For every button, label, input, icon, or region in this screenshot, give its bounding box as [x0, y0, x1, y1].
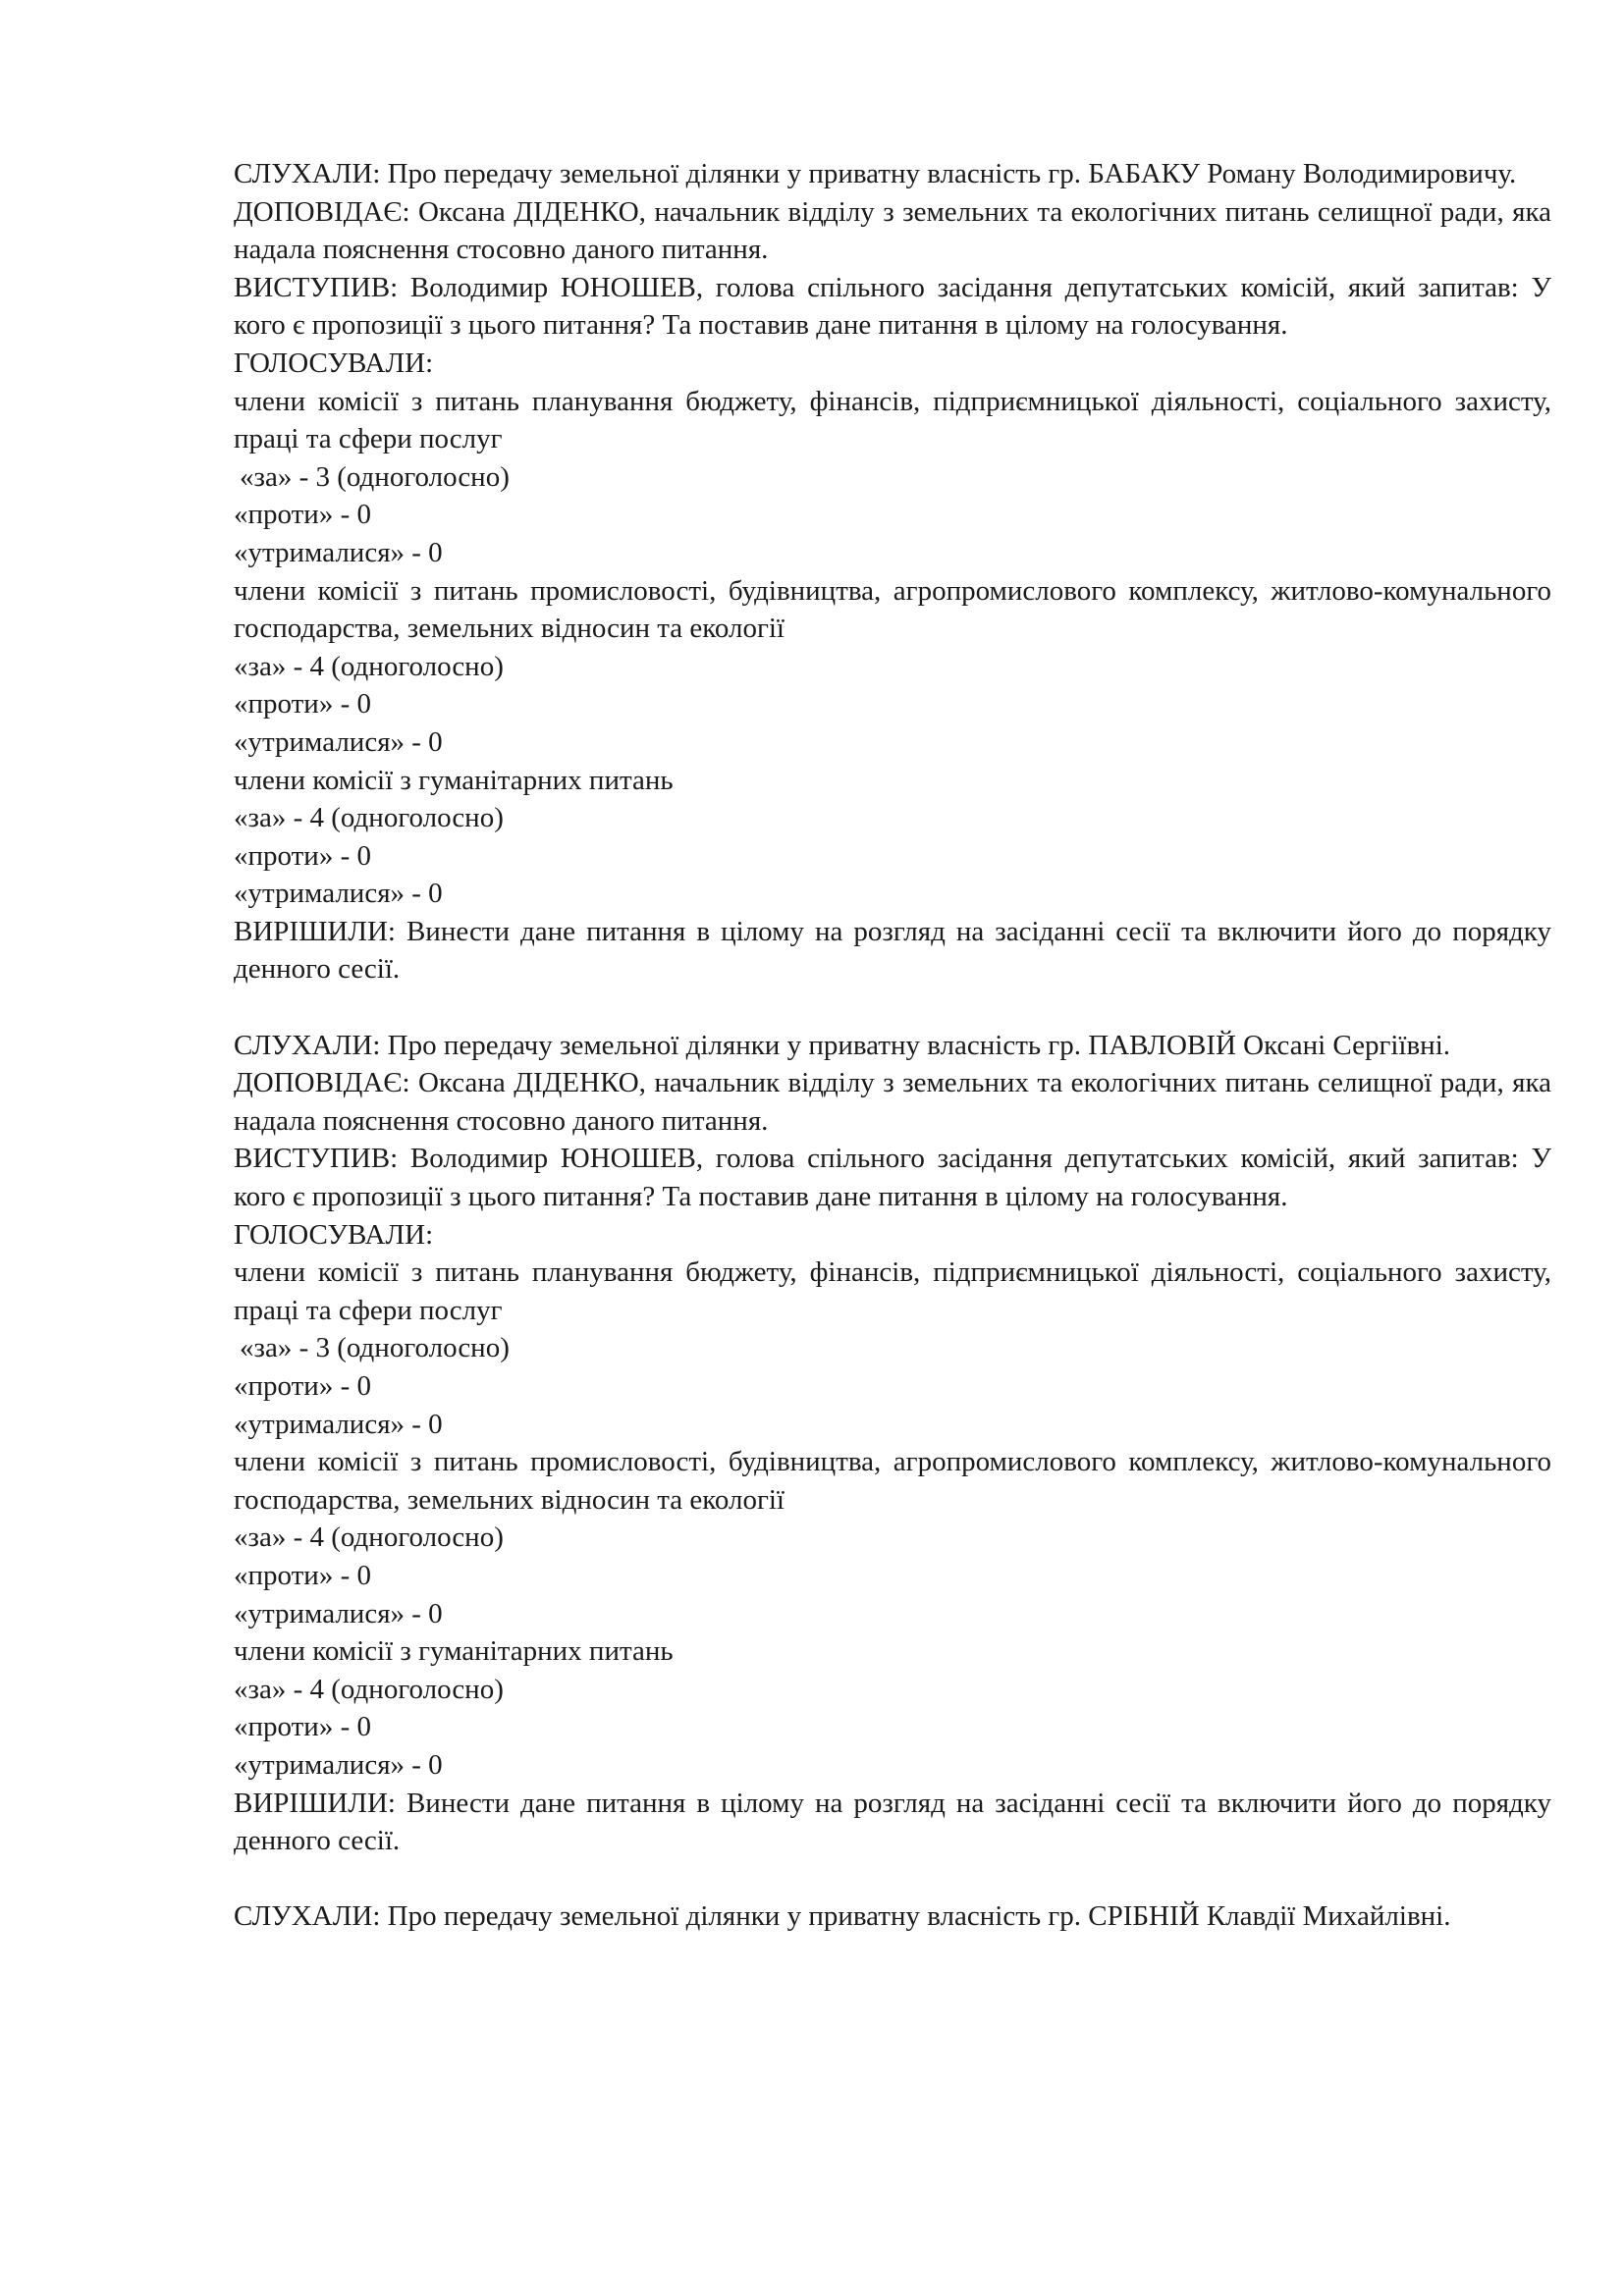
vote-for: «за» - 3 (одноголосно): [240, 1332, 510, 1364]
vote-against: «проти» - 0: [234, 1711, 371, 1743]
vote-abstained: «утрималися» - 0: [234, 725, 443, 758]
vote-abstained: «утрималися» - 0: [234, 1408, 443, 1440]
vote-against: «проти» - 0: [234, 499, 371, 531]
committee-name: члени комісії з питань промисловості, будівництва, агропромислового комплексу, житлово-комунального господарства, земельних відносин та екології: [234, 1446, 1551, 1516]
decided-paragraph: ВИРІШИЛИ: Винести дане питання в цілому на розгляд на засіданні сесії та включити його до порядку денного сесії.: [234, 915, 1551, 986]
vote-for: «за» - 4 (одноголосно): [234, 1673, 504, 1705]
committee-name: члени комісії з питань планування бюджету, фінансів, підприємницької діяльності, соціального захисту, праці та сфери послуг: [234, 385, 1551, 455]
vote-abstained: «утрималися» - 0: [234, 536, 443, 568]
vote-against: «проти» - 0: [234, 688, 371, 721]
committee-name: члени комісії з гуманітарних питань: [234, 1635, 674, 1668]
committee-name: члени комісії з питань планування бюджету, фінансів, підприємницької діяльності, соціального захисту, праці та сфери послуг: [234, 1256, 1551, 1326]
heard-paragraph: СЛУХАЛИ: Про передачу земельної ділянки у приватну власність гр. БАБАКУ Роману Володимировичу.: [234, 158, 1517, 189]
vote-abstained: «утрималися» - 0: [234, 878, 443, 910]
agenda-section-3: [234, 1897, 1551, 1936]
paragraph-spacer: [234, 1860, 1551, 1898]
vote-for: «за» - 3 (одноголосно): [240, 460, 510, 493]
paragraph-spacer: [234, 988, 1551, 1027]
committee-name: члени комісії з питань промисловості, будівництва, агропромислового комплексу, житлово-комунального господарства, земельних відносин та екології: [234, 574, 1551, 645]
heard-paragraph: СЛУХАЛИ: Про передачу земельної ділянки у приватну власність гр. СРІБНІЙ Клавдії Михайлівні.: [234, 1900, 1451, 1933]
speaker-paragraph: ВИСТУПИВ: Володимир ЮНОШЕВ, голова спільного засідання депутатських комісій, який запитав: У кого є пропозиції з цього питання? Та поставив дане питання в цілому на голосування.: [234, 1143, 1551, 1213]
document-page: [234, 155, 1551, 1936]
speaker-paragraph: ВИСТУПИВ: Володимир ЮНОШЕВ, голова спільного засідання депутатських комісій, який запитав: У кого є пропозиції з цього питання? Та поставив дане питання в цілому на голосування.: [234, 271, 1551, 342]
heard-paragraph: СЛУХАЛИ: Про передачу земельної ділянки у приватну власність гр. ПАВЛОВІЙ Оксані Сергіївні.: [234, 1029, 1451, 1061]
reporter-paragraph: ДОПОВІДАЄ: Оксана ДІДЕНКО, начальник відділу з земельних та екологічних питань селищної ради, яка надала пояснення стосовно даного питання.: [234, 195, 1551, 266]
vote-against: «проти» - 0: [234, 839, 371, 872]
vote-abstained: «утрималися» - 0: [234, 1748, 443, 1781]
agenda-section-2: [234, 1027, 1551, 1860]
voted-label: ГОЛОСУВАЛИ:: [234, 347, 434, 379]
vote-for: «за» - 4 (одноголосно): [234, 1522, 504, 1554]
decided-paragraph: ВИРІШИЛИ: Винести дане питання в цілому на розгляд на засіданні сесії та включити його до порядку денного сесії.: [234, 1787, 1551, 1857]
committee-name: члени комісії з гуманітарних питань: [234, 764, 674, 796]
vote-against: «проти» - 0: [234, 1370, 371, 1402]
vote-for: «за» - 4 (одноголосно): [234, 802, 504, 834]
reporter-paragraph: ДОПОВІДАЄ: Оксана ДІДЕНКО, начальник відділу з земельних та екологічних питань селищної ради, яка надала пояснення стосовно даного питання.: [234, 1067, 1551, 1137]
vote-against: «проти» - 0: [234, 1559, 371, 1591]
agenda-section-1: [234, 155, 1551, 988]
vote-for: «за» - 4 (одноголосно): [234, 650, 504, 682]
voted-label: ГОЛОСУВАЛИ:: [234, 1218, 434, 1251]
vote-abstained: «утрималися» - 0: [234, 1597, 443, 1629]
